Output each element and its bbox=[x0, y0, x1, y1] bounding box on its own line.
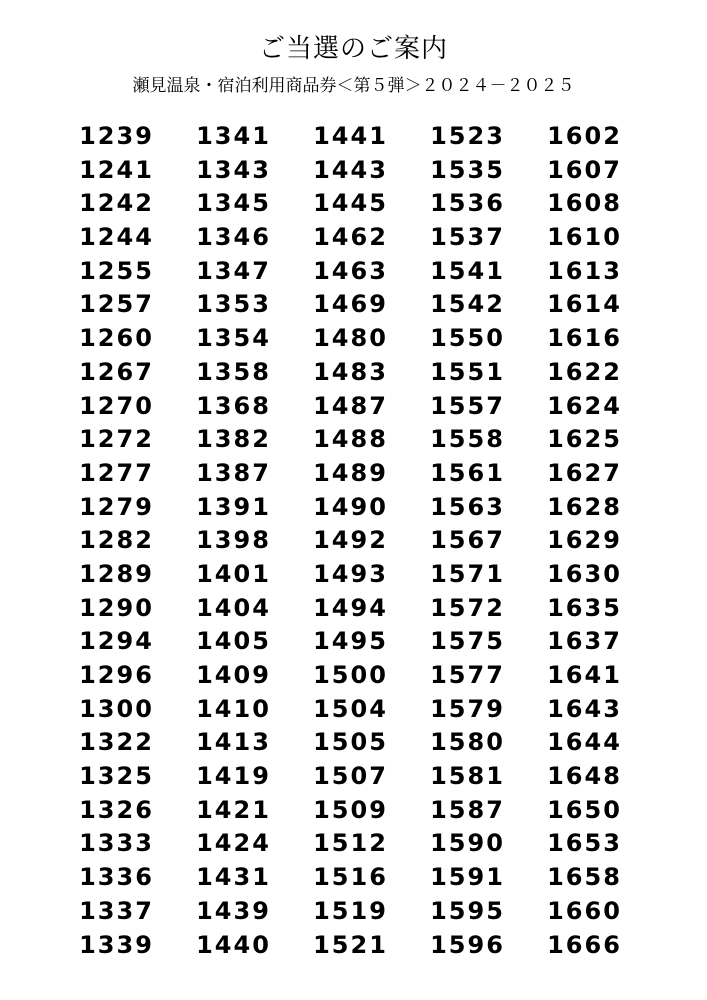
winning-number: 1516 bbox=[313, 863, 388, 892]
winning-number: 1575 bbox=[430, 627, 505, 656]
winning-number: 1419 bbox=[196, 762, 271, 791]
winning-number: 1550 bbox=[430, 324, 505, 353]
winning-number: 1596 bbox=[430, 930, 505, 959]
winning-number: 1495 bbox=[313, 627, 388, 656]
winning-number: 1610 bbox=[547, 223, 622, 252]
winning-number: 1492 bbox=[313, 526, 388, 555]
winning-number: 1487 bbox=[313, 391, 388, 420]
winning-number: 1494 bbox=[313, 593, 388, 622]
winning-number: 1509 bbox=[313, 795, 388, 824]
winning-number: 1614 bbox=[547, 290, 622, 319]
winning-number: 1387 bbox=[196, 458, 271, 487]
winning-number: 1346 bbox=[196, 223, 271, 252]
winning-number: 1341 bbox=[196, 122, 271, 150]
winning-number: 1255 bbox=[79, 256, 154, 285]
winning-number: 1469 bbox=[313, 290, 388, 319]
winning-number: 1343 bbox=[196, 155, 271, 184]
winning-number: 1577 bbox=[430, 661, 505, 689]
winning-number: 1257 bbox=[79, 290, 154, 319]
winning-number: 1595 bbox=[430, 896, 505, 925]
winning-number: 1289 bbox=[79, 559, 154, 588]
page-title: ご当選のご案内 bbox=[258, 34, 448, 64]
winning-number: 1591 bbox=[430, 863, 505, 892]
winning-number: 1504 bbox=[313, 694, 388, 723]
winning-number: 1244 bbox=[79, 223, 154, 252]
winning-number: 1523 bbox=[430, 122, 505, 150]
winning-number: 1294 bbox=[79, 627, 154, 656]
winning-number: 1345 bbox=[196, 189, 271, 218]
winning-number: 1462 bbox=[313, 223, 388, 252]
winning-number: 1581 bbox=[430, 762, 505, 791]
winning-number: 1535 bbox=[430, 155, 505, 184]
winning-number: 1445 bbox=[313, 189, 388, 218]
winning-number: 1241 bbox=[79, 155, 154, 184]
winning-number: 1512 bbox=[313, 829, 388, 858]
winning-number: 1567 bbox=[430, 526, 505, 555]
winning-number: 1650 bbox=[547, 795, 622, 824]
winning-number: 1443 bbox=[313, 155, 388, 184]
winning-number: 1326 bbox=[79, 795, 154, 824]
winning-number: 1658 bbox=[547, 863, 622, 892]
winning-number: 1463 bbox=[313, 256, 388, 285]
winning-number: 1290 bbox=[79, 593, 154, 622]
winning-number: 1493 bbox=[313, 559, 388, 588]
winning-number: 1354 bbox=[196, 324, 271, 353]
winning-number: 1627 bbox=[547, 458, 622, 487]
winning-number: 1666 bbox=[547, 930, 622, 959]
winning-number: 1339 bbox=[79, 930, 154, 959]
winning-number: 1358 bbox=[196, 357, 271, 386]
winning-number: 1625 bbox=[547, 425, 622, 454]
winning-numbers-grid bbox=[58, 120, 668, 962]
winning-number: 1660 bbox=[547, 896, 622, 925]
winning-number: 1563 bbox=[430, 492, 505, 521]
winning-number: 1500 bbox=[313, 661, 388, 689]
winning-number: 1267 bbox=[79, 357, 154, 386]
winning-number: 1441 bbox=[313, 122, 388, 150]
winning-number: 1382 bbox=[196, 425, 271, 454]
winning-number: 1613 bbox=[547, 256, 622, 285]
winning-number: 1643 bbox=[547, 694, 622, 723]
winning-number: 1637 bbox=[547, 627, 622, 656]
winning-number: 1602 bbox=[547, 122, 622, 150]
winning-number: 1641 bbox=[547, 661, 622, 689]
winning-number: 1635 bbox=[547, 593, 622, 622]
winning-number: 1521 bbox=[313, 930, 388, 959]
winning-number: 1410 bbox=[196, 694, 271, 723]
winning-number: 1401 bbox=[196, 559, 271, 588]
winning-number: 1439 bbox=[196, 896, 271, 925]
winning-number: 1277 bbox=[79, 458, 154, 487]
winning-number: 1483 bbox=[313, 357, 388, 386]
winning-number: 1413 bbox=[196, 728, 271, 757]
winning-number: 1489 bbox=[313, 458, 388, 487]
winning-number: 1300 bbox=[79, 694, 154, 723]
winning-number: 1337 bbox=[79, 896, 154, 925]
winning-number: 1480 bbox=[313, 324, 388, 353]
winning-number: 1541 bbox=[430, 256, 505, 285]
winning-number: 1590 bbox=[430, 829, 505, 858]
winning-number: 1398 bbox=[196, 526, 271, 555]
winning-number: 1282 bbox=[79, 526, 154, 555]
winning-number: 1624 bbox=[547, 391, 622, 420]
winning-number: 1270 bbox=[79, 391, 154, 420]
winning-number: 1239 bbox=[79, 122, 154, 150]
winning-number: 1440 bbox=[196, 930, 271, 959]
winning-number: 1608 bbox=[547, 189, 622, 218]
winning-number: 1405 bbox=[196, 627, 271, 656]
winning-number: 1628 bbox=[547, 492, 622, 521]
winning-number: 1242 bbox=[79, 189, 154, 218]
winning-number: 1424 bbox=[196, 829, 271, 858]
winning-number: 1490 bbox=[313, 492, 388, 521]
winning-number: 1653 bbox=[547, 829, 622, 858]
winning-number: 1561 bbox=[430, 458, 505, 487]
winning-number: 1644 bbox=[547, 728, 622, 757]
winning-number: 1260 bbox=[79, 324, 154, 353]
winning-number: 1572 bbox=[430, 593, 505, 622]
winning-number: 1580 bbox=[430, 728, 505, 757]
winning-number: 1391 bbox=[196, 492, 271, 521]
winning-number: 1629 bbox=[547, 526, 622, 555]
winning-number: 1322 bbox=[79, 728, 154, 757]
winning-number: 1296 bbox=[79, 661, 154, 689]
page-subtitle: 瀬見温泉・宿泊利用商品券＜第５弾＞２０２４－２０２５ bbox=[132, 76, 575, 96]
winning-number: 1537 bbox=[430, 223, 505, 252]
winning-number: 1542 bbox=[430, 290, 505, 319]
winning-number: 1431 bbox=[196, 863, 271, 892]
winning-number: 1579 bbox=[430, 694, 505, 723]
winning-number: 1368 bbox=[196, 391, 271, 420]
winning-number: 1558 bbox=[430, 425, 505, 454]
winning-number: 1353 bbox=[196, 290, 271, 319]
winning-number: 1507 bbox=[313, 762, 388, 791]
winning-number: 1279 bbox=[79, 492, 154, 521]
winning-number: 1325 bbox=[79, 762, 154, 791]
winning-number: 1336 bbox=[79, 863, 154, 892]
winning-number: 1536 bbox=[430, 189, 505, 218]
winning-number: 1272 bbox=[79, 425, 154, 454]
winning-number: 1333 bbox=[79, 829, 154, 858]
winning-number: 1607 bbox=[547, 155, 622, 184]
winning-number: 1409 bbox=[196, 661, 271, 689]
winning-number: 1557 bbox=[430, 391, 505, 420]
winning-number: 1587 bbox=[430, 795, 505, 824]
winning-number: 1519 bbox=[313, 896, 388, 925]
winning-number: 1616 bbox=[547, 324, 622, 353]
winning-number: 1622 bbox=[547, 357, 622, 386]
winning-number: 1421 bbox=[196, 795, 271, 824]
winning-number: 1630 bbox=[547, 559, 622, 588]
winning-number: 1505 bbox=[313, 728, 388, 757]
winning-number: 1571 bbox=[430, 559, 505, 588]
winning-number: 1551 bbox=[430, 357, 505, 386]
winning-number: 1404 bbox=[196, 593, 271, 622]
winning-number: 1648 bbox=[547, 762, 622, 791]
winning-number: 1488 bbox=[313, 425, 388, 454]
winning-number: 1347 bbox=[196, 256, 271, 285]
